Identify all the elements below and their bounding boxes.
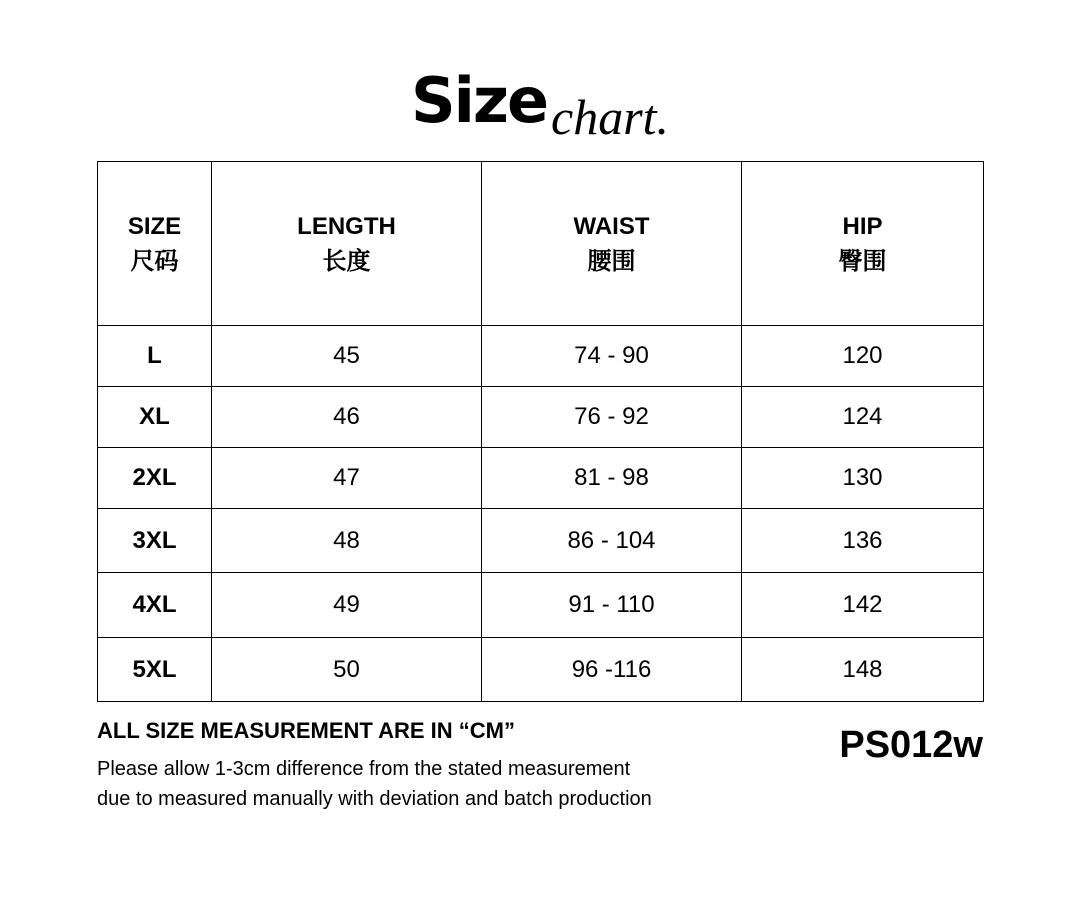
cell-hip: 120 xyxy=(742,326,984,387)
cell-waist: 74 - 90 xyxy=(482,326,742,387)
cell-length: 48 xyxy=(212,509,482,573)
cell-size: 4XL xyxy=(98,573,212,638)
cell-waist: 81 - 98 xyxy=(482,448,742,509)
header-waist-zh: 腰围 xyxy=(587,246,636,275)
header-length-en: LENGTH xyxy=(297,212,396,240)
cell-waist: 86 - 104 xyxy=(482,509,742,573)
header-waist xyxy=(482,162,742,326)
cell-waist: 76 - 92 xyxy=(482,387,742,448)
cell-length: 45 xyxy=(212,326,482,387)
table-header-row xyxy=(98,162,984,326)
title-chart-word: chart. xyxy=(551,89,670,145)
cell-length: 49 xyxy=(212,573,482,638)
product-code: PS012w xyxy=(839,724,983,766)
table-row xyxy=(98,509,984,573)
cell-size: XL xyxy=(98,387,212,448)
cell-size: 5XL xyxy=(98,638,212,702)
disclaimer-line-2: due to measured manually with deviation and batch production xyxy=(97,788,652,810)
cell-hip: 148 xyxy=(742,638,984,702)
cell-size: 2XL xyxy=(98,448,212,509)
header-length xyxy=(212,162,482,326)
cell-hip: 142 xyxy=(742,573,984,638)
cell-length: 46 xyxy=(212,387,482,448)
header-length-zh: 长度 xyxy=(322,246,371,275)
table-row xyxy=(98,573,984,638)
cell-length: 50 xyxy=(212,638,482,702)
measurement-unit-note: ALL SIZE MEASUREMENT ARE IN “CM” xyxy=(97,718,516,743)
table-row xyxy=(98,638,984,702)
header-waist-en: WAIST xyxy=(573,212,650,240)
header-size xyxy=(98,162,212,326)
cell-hip: 130 xyxy=(742,448,984,509)
page-title xyxy=(0,64,1080,145)
size-chart-table xyxy=(97,161,984,702)
header-size-en: SIZE xyxy=(127,212,182,240)
table-row xyxy=(98,448,984,509)
cell-hip: 124 xyxy=(742,387,984,448)
header-hip-zh: 臀围 xyxy=(838,246,887,275)
cell-size: 3XL xyxy=(98,509,212,573)
title-size-word: Size xyxy=(410,64,547,137)
cell-waist: 96 -116 xyxy=(482,638,742,702)
header-hip-en: HIP xyxy=(842,212,883,240)
header-hip xyxy=(742,162,984,326)
cell-waist: 91 - 110 xyxy=(482,573,742,638)
header-size-zh: 尺码 xyxy=(130,246,179,275)
cell-length: 47 xyxy=(212,448,482,509)
cell-size: L xyxy=(98,326,212,387)
table-row xyxy=(98,326,984,387)
cell-hip: 136 xyxy=(742,509,984,573)
table-row xyxy=(98,387,984,448)
disclaimer-line-1: Please allow 1-3cm difference from the stated measurement xyxy=(97,758,631,780)
